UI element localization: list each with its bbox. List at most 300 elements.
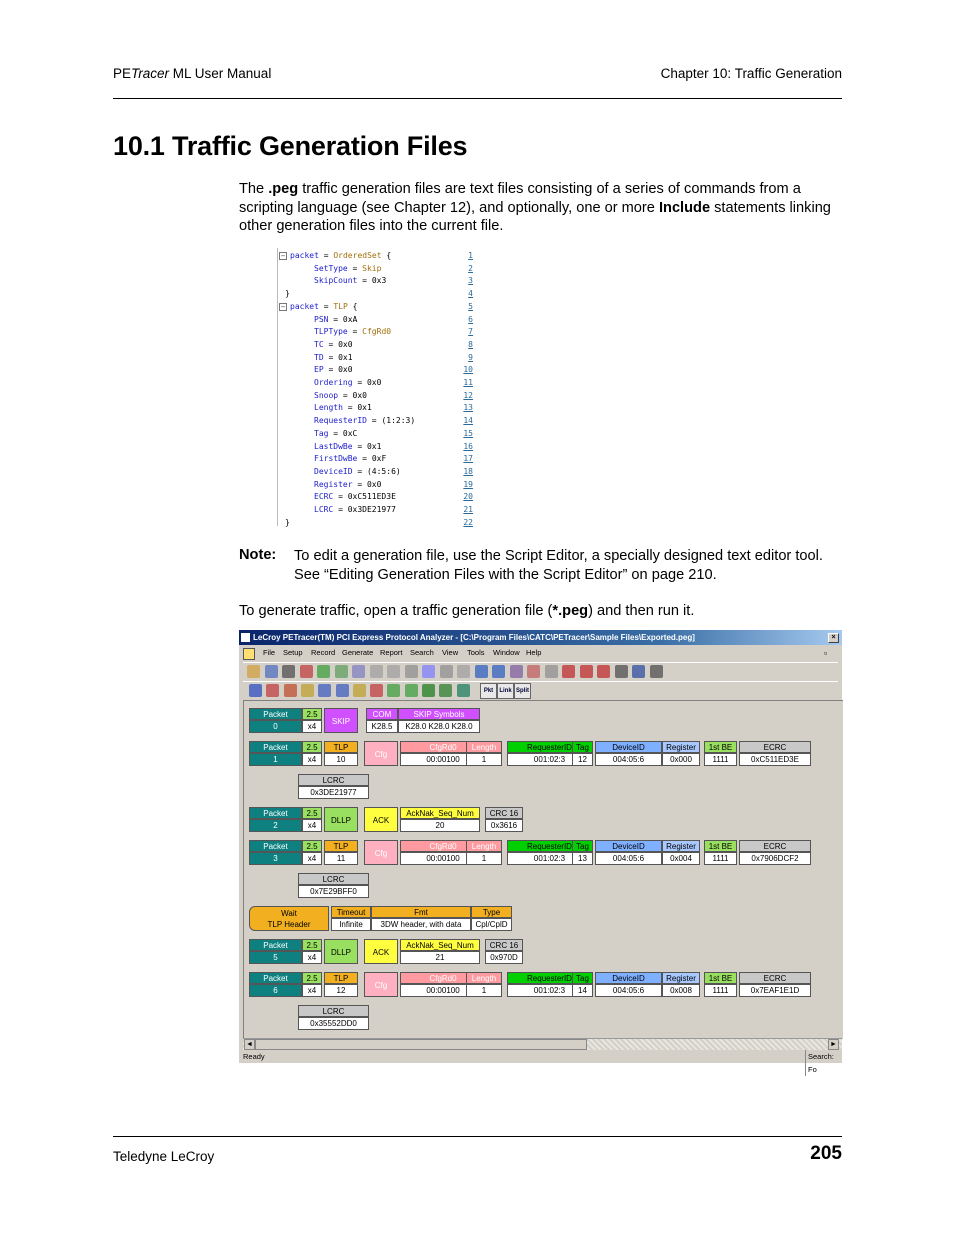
- field-header: TLP: [324, 741, 358, 753]
- field-value: 0x008: [662, 984, 700, 997]
- code-value: 0x0: [352, 390, 367, 400]
- code-operator: =: [352, 441, 367, 451]
- field-header: Timeout: [331, 906, 371, 918]
- fold-icon[interactable]: −: [280, 302, 286, 311]
- code-line: [314, 340, 353, 349]
- code-keyword: FirstDwBe: [314, 454, 358, 464]
- field: [400, 807, 480, 832]
- toolbar-tool-icon[interactable]: [370, 665, 383, 678]
- code-keyword: Length: [314, 403, 343, 413]
- packet-row[interactable]: [244, 708, 843, 734]
- toolbar-tool-icon[interactable]: [562, 665, 575, 678]
- line-number: 7: [468, 327, 473, 337]
- code-keyword: DeviceID: [314, 466, 353, 476]
- wait-block: [249, 906, 329, 931]
- toolbar-tool-icon[interactable]: [440, 665, 453, 678]
- code-value: 0x3DE21977: [347, 505, 396, 514]
- code-line: [314, 365, 353, 374]
- peg-code-listing: [239, 248, 479, 526]
- code-keyword: EP: [314, 365, 324, 375]
- field: [302, 708, 322, 733]
- field: [298, 774, 369, 799]
- line-number: 6: [468, 314, 473, 324]
- restore-icon[interactable]: ▫: [824, 648, 828, 658]
- field-value: x4: [302, 819, 322, 832]
- field-value: Infinite: [331, 918, 371, 931]
- field: [739, 840, 811, 865]
- toolbar-tool-icon[interactable]: [510, 665, 523, 678]
- view-tool-icon[interactable]: [422, 684, 435, 697]
- field: [371, 906, 471, 931]
- view-tool-icon[interactable]: [284, 684, 297, 697]
- page-number: 205: [810, 1143, 842, 1164]
- view-tool-icon[interactable]: [405, 684, 418, 697]
- code-value: Skip: [362, 263, 382, 273]
- field-value: 13: [572, 852, 593, 865]
- run-paragraph: To generate traffic, open a traffic generation file (*.peg) and then run it.: [239, 603, 695, 619]
- code-brace: {: [347, 301, 358, 311]
- field-header: 2.5: [302, 840, 322, 852]
- view-pkt-button[interactable]: Pkt: [480, 683, 497, 699]
- field: [302, 807, 322, 832]
- toolbar-tool-icon[interactable]: [352, 665, 365, 678]
- toolbar-tool-icon[interactable]: [317, 665, 330, 678]
- field-value: 0x000: [662, 753, 700, 766]
- field-header: LCRC: [298, 774, 369, 786]
- code-keyword: packet: [290, 301, 319, 311]
- field-value: 1: [466, 753, 502, 766]
- field-value: 001:02:3: [507, 753, 592, 766]
- field-value: 6: [249, 984, 302, 997]
- field: [485, 939, 523, 964]
- field-value: 1111: [704, 852, 737, 865]
- field-value: 1: [466, 984, 502, 997]
- field-header: Tag: [572, 741, 593, 753]
- field: [398, 708, 480, 733]
- code-line: [314, 429, 357, 438]
- field: [324, 972, 358, 997]
- field-value: Cpl/CplD: [471, 918, 512, 931]
- field-block: Cfg: [364, 840, 398, 865]
- line-number: 22: [463, 517, 473, 527]
- field: [595, 741, 662, 766]
- field-value: 12: [572, 753, 593, 766]
- field: [739, 972, 811, 997]
- code-value: 0x3: [371, 276, 387, 286]
- toolbar-tool-icon[interactable]: [335, 665, 348, 678]
- code-value: 0x0: [338, 365, 353, 375]
- running-header-chapter: Chapter 10: Traffic Generation: [660, 66, 842, 81]
- field-value: 0x7EAF1E1D: [739, 984, 811, 997]
- field-header: 1st BE: [704, 972, 737, 984]
- field-header: COM: [366, 708, 398, 720]
- code-operator: =: [323, 339, 339, 349]
- field-value: 5: [249, 951, 302, 964]
- field-header: Register: [662, 840, 700, 852]
- field-header: ECRC: [739, 972, 811, 984]
- menu-help[interactable]: Help: [526, 648, 542, 657]
- code-keyword: PSN: [314, 314, 329, 324]
- code-keyword: TD: [314, 352, 324, 362]
- field-header: 2.5: [302, 939, 322, 951]
- toolbar-tool-icon[interactable]: [300, 665, 313, 678]
- scroll-left-icon[interactable]: ◄: [244, 1039, 255, 1050]
- code-operator: =: [357, 276, 372, 286]
- code-line: [314, 505, 396, 514]
- toolbar-tool-icon[interactable]: [457, 665, 470, 678]
- field: [400, 939, 480, 964]
- field-header: CfgRd0: [400, 972, 486, 984]
- code-keyword: RequesterID: [314, 416, 367, 426]
- field: [302, 741, 322, 766]
- field-header: Length: [466, 972, 502, 984]
- field-value: 10: [324, 753, 358, 766]
- line-number: 13: [463, 403, 473, 413]
- view-tool-icon[interactable]: [387, 684, 400, 697]
- toolbar-tool-icon[interactable]: [387, 665, 400, 678]
- field-header: 2.5: [302, 708, 322, 720]
- line-number: 21: [463, 505, 473, 514]
- view-link-button[interactable]: Link: [497, 683, 514, 699]
- packet-row[interactable]: [244, 840, 843, 866]
- field-value: 0x35552DD0: [298, 1017, 369, 1030]
- field: [485, 807, 523, 832]
- scroll-right-icon[interactable]: ►: [828, 1039, 839, 1050]
- toolbar-tool-icon[interactable]: [265, 665, 278, 678]
- toolbar-tool-icon[interactable]: [650, 665, 663, 678]
- code-line: [290, 302, 357, 311]
- line-number: 9: [468, 352, 473, 362]
- horizontal-scrollbar[interactable]: [243, 1038, 842, 1050]
- code-keyword: LCRC: [314, 505, 334, 514]
- code-line: [314, 442, 381, 451]
- toolbar-tool-icon[interactable]: [545, 665, 558, 678]
- wait-sublabel: TLP Header: [267, 920, 311, 929]
- field-header: RequesterID: [507, 741, 592, 753]
- code-line: [314, 480, 381, 489]
- field-header: Packet: [249, 708, 302, 720]
- code-operator: =: [318, 301, 334, 311]
- field: [249, 939, 302, 964]
- code-value: 0x0: [366, 479, 382, 489]
- footer-rule: [113, 1136, 842, 1137]
- field-value: 3DW header, with data: [371, 918, 471, 931]
- line-number: 2: [468, 263, 473, 273]
- menu-record[interactable]: Record: [311, 648, 336, 657]
- line-number: 5: [468, 301, 473, 311]
- field: [249, 840, 302, 865]
- traffic-view[interactable]: [243, 700, 843, 1039]
- field-header: Packet: [249, 972, 302, 984]
- field: [249, 972, 302, 997]
- field-block: SKIP: [324, 708, 358, 733]
- code-operator: =: [352, 378, 367, 387]
- field: [466, 741, 502, 766]
- toolbar-tool-icon[interactable]: [632, 665, 645, 678]
- view-tool-icon[interactable]: [318, 684, 331, 697]
- field-header: TLP: [324, 972, 358, 984]
- toolbar-tool-icon[interactable]: [597, 665, 610, 678]
- toolbar-tool-icon[interactable]: [422, 665, 435, 678]
- view-split-button[interactable]: Split: [514, 683, 531, 699]
- status-text: Ready: [243, 1052, 265, 1061]
- field-header: Length: [466, 840, 502, 852]
- code-value: OrderedSet: [333, 251, 382, 260]
- view-tool-icon[interactable]: [301, 684, 314, 697]
- field-value: 004:05:6: [595, 852, 662, 865]
- field: [302, 972, 322, 997]
- code-value: 0xC: [342, 428, 358, 438]
- field-value: 00:00100: [400, 984, 486, 997]
- menu-bar: [239, 645, 842, 661]
- field-value: 11: [324, 852, 358, 865]
- menu-window[interactable]: Window: [493, 648, 520, 657]
- code-line: [314, 276, 386, 285]
- code-operator: =: [357, 454, 372, 464]
- toolbar-tool-icon[interactable]: [492, 665, 505, 678]
- field-value: 001:02:3: [507, 852, 592, 865]
- code-line: [314, 315, 357, 324]
- code-line: [314, 403, 372, 412]
- field: [302, 939, 322, 964]
- code-keyword: LastDwBe: [314, 441, 353, 451]
- field-value: 0x970D: [485, 951, 523, 964]
- line-number: 15: [463, 428, 473, 438]
- code-value: (4:5:6): [366, 466, 401, 476]
- toolbar-tool-icon[interactable]: [527, 665, 540, 678]
- field-header: 2.5: [302, 741, 322, 753]
- field: [466, 972, 502, 997]
- field-header: AckNak_Seq_Num: [400, 939, 480, 951]
- code-operator: =: [347, 327, 363, 337]
- field-header: DeviceID: [595, 840, 662, 852]
- field-block: DLLP: [324, 807, 358, 832]
- field-header: DeviceID: [595, 972, 662, 984]
- field-value: 21: [400, 951, 480, 964]
- toolbar-tool-icon[interactable]: [580, 665, 593, 678]
- field: [662, 741, 700, 766]
- code-value: 0x0: [338, 339, 353, 349]
- field-value: x4: [302, 852, 322, 865]
- code-value: 0x1: [338, 352, 353, 362]
- packet-row[interactable]: [244, 972, 843, 998]
- field-header: 1st BE: [704, 741, 737, 753]
- code-value: 0x0: [366, 378, 382, 387]
- main-toolbar: [243, 662, 838, 681]
- code-keyword: Register: [314, 479, 353, 489]
- code-operator: =: [333, 505, 348, 514]
- field-header: 1st BE: [704, 840, 737, 852]
- field: [249, 741, 302, 766]
- field-header: AckNak_Seq_Num: [400, 807, 480, 819]
- code-line: [314, 378, 381, 387]
- toolbar-tool-icon[interactable]: [282, 665, 295, 678]
- field-header: 2.5: [302, 807, 322, 819]
- packet-row[interactable]: [244, 1005, 843, 1031]
- field-value: x4: [302, 951, 322, 964]
- section-title: 10.1 Traffic Generation Files: [113, 131, 468, 161]
- line-number-gutter: [239, 248, 278, 526]
- line-number: 16: [463, 441, 473, 451]
- field-value: 001:02:3: [507, 984, 592, 997]
- field-header: RequesterID: [507, 840, 592, 852]
- menu-search[interactable]: Search: [410, 648, 434, 657]
- field-block: DLLP: [324, 939, 358, 964]
- field-value: 00:00100: [400, 852, 486, 865]
- scroll-thumb[interactable]: [255, 1039, 587, 1050]
- field-value: K28.5: [366, 720, 398, 733]
- code-line: [314, 416, 415, 425]
- code-operator: =: [318, 251, 334, 260]
- field-value: 1111: [704, 984, 737, 997]
- field-header: Tag: [572, 972, 593, 984]
- field: [302, 840, 322, 865]
- menu-view[interactable]: View: [442, 648, 459, 657]
- line-number: 4: [468, 289, 473, 299]
- field-value: 0x7906DCF2: [739, 852, 811, 865]
- field-value: 00:00100: [400, 753, 486, 766]
- code-line: [314, 391, 367, 400]
- header-rule: [113, 98, 842, 99]
- code-value: 0xF: [371, 454, 387, 464]
- toolbar-tool-icon[interactable]: [247, 665, 260, 678]
- packet-row[interactable]: [244, 906, 843, 932]
- field-header: LCRC: [298, 873, 369, 885]
- field-value: 1111: [704, 753, 737, 766]
- code-keyword: SetType: [314, 263, 348, 273]
- view-tool-icon[interactable]: [370, 684, 383, 697]
- code-value: TLP: [333, 301, 348, 311]
- code-operator: =: [347, 263, 363, 273]
- code-brace: }: [285, 289, 290, 299]
- field-header: 2.5: [302, 972, 322, 984]
- field-header: Fmt: [371, 906, 471, 918]
- menu-generate[interactable]: Generate: [342, 648, 374, 657]
- field: [572, 972, 593, 997]
- field-header: Type: [471, 906, 512, 918]
- field-value: 1: [249, 753, 302, 766]
- fold-icon[interactable]: −: [280, 252, 286, 260]
- field-value: 004:05:6: [595, 984, 662, 997]
- code-keyword: TC: [314, 339, 324, 349]
- toolbar-tool-icon[interactable]: [615, 665, 628, 678]
- field: [249, 708, 302, 733]
- app-logo-icon: [241, 633, 250, 642]
- field: [466, 840, 502, 865]
- running-header-title: PETracer ML User Manual: [113, 66, 272, 81]
- code-operator: =: [352, 466, 367, 476]
- field-value: x4: [302, 984, 322, 997]
- code-line: [314, 454, 386, 463]
- packet-row[interactable]: [244, 939, 843, 965]
- view-tool-icon[interactable]: [336, 684, 349, 697]
- line-number: 14: [463, 416, 473, 426]
- field: [331, 906, 371, 931]
- code-line: [290, 251, 391, 260]
- field-header: TLP: [324, 840, 358, 852]
- field-header: Tag: [572, 840, 593, 852]
- menu-file[interactable]: File: [263, 648, 276, 657]
- view-toolbar: [243, 681, 838, 700]
- code-line: [314, 492, 396, 501]
- code-keyword: packet: [290, 251, 319, 260]
- field-header: RequesterID: [507, 972, 592, 984]
- field-header: CRC 16: [485, 939, 523, 951]
- field-value: 0x7E29BFF0: [298, 885, 369, 898]
- view-tool-icon[interactable]: [353, 684, 366, 697]
- field: [572, 741, 593, 766]
- packet-row[interactable]: [244, 741, 843, 767]
- field-value: 0xC511ED3E: [739, 753, 811, 766]
- view-tool-icon[interactable]: [266, 684, 279, 697]
- status-search: Search: Fo: [805, 1050, 842, 1076]
- field-value: 1: [466, 852, 502, 865]
- view-tool-icon[interactable]: [457, 684, 470, 697]
- app-title: LeCroy PETracer(TM) PCI Express Protocol Analyzer - [C:\Program Files\CATC\PETracer\Sample Files\Exported.peg]: [253, 633, 695, 642]
- line-number: 3: [468, 276, 473, 286]
- field: [595, 840, 662, 865]
- code-value: 0x1: [366, 441, 382, 451]
- field-value: K28.0 K28.0 K28.0: [398, 720, 480, 733]
- code-value: (1:2:3): [381, 416, 416, 426]
- field: [572, 840, 593, 865]
- view-tool-icon[interactable]: [439, 684, 452, 697]
- field-header: Packet: [249, 939, 302, 951]
- field: [704, 972, 737, 997]
- line-number: 17: [463, 454, 473, 464]
- field-block: Cfg: [364, 741, 398, 766]
- menu-report[interactable]: Report: [380, 648, 403, 657]
- packet-row[interactable]: [244, 774, 843, 800]
- field-value: 3: [249, 852, 302, 865]
- note-label: Note:: [239, 547, 277, 563]
- field-header: DeviceID: [595, 741, 662, 753]
- menu-setup[interactable]: Setup: [283, 648, 303, 657]
- field-value: 0: [249, 720, 302, 733]
- toolbar-tool-icon[interactable]: [475, 665, 488, 678]
- field: [471, 906, 512, 931]
- packet-row[interactable]: [244, 807, 843, 833]
- menu-tools[interactable]: Tools: [467, 648, 485, 657]
- code-keyword: Ordering: [314, 378, 353, 387]
- field-value: 12: [324, 984, 358, 997]
- footer-company: Teledyne LeCroy: [113, 1149, 215, 1164]
- code-operator: =: [338, 390, 353, 400]
- app-titlebar: [239, 630, 842, 645]
- field: [704, 741, 737, 766]
- code-operator: =: [323, 352, 339, 362]
- code-keyword: Tag: [314, 428, 329, 438]
- toolbar-tool-icon[interactable]: [405, 665, 418, 678]
- code-operator: =: [352, 479, 367, 489]
- intro-paragraph: The .peg traffic generation files are text files consisting of a series of commands from a scripting language (see Chapter 12), and optionally, one or more Include statements linking other generation files into the current file.: [239, 181, 831, 234]
- field: [595, 972, 662, 997]
- field-header: CfgRd0: [400, 741, 486, 753]
- field-header: Register: [662, 972, 700, 984]
- code-operator: =: [328, 428, 343, 438]
- packet-row[interactable]: [244, 873, 843, 899]
- code-brace: {: [381, 251, 392, 260]
- field: [704, 840, 737, 865]
- field: [298, 873, 369, 898]
- line-number: 18: [463, 466, 473, 476]
- field-value: 0x3DE21977: [298, 786, 369, 799]
- field: [739, 741, 811, 766]
- close-icon[interactable]: ×: [828, 633, 839, 643]
- view-tool-icon[interactable]: [249, 684, 262, 697]
- line-number: 19: [463, 479, 473, 489]
- field: [298, 1005, 369, 1030]
